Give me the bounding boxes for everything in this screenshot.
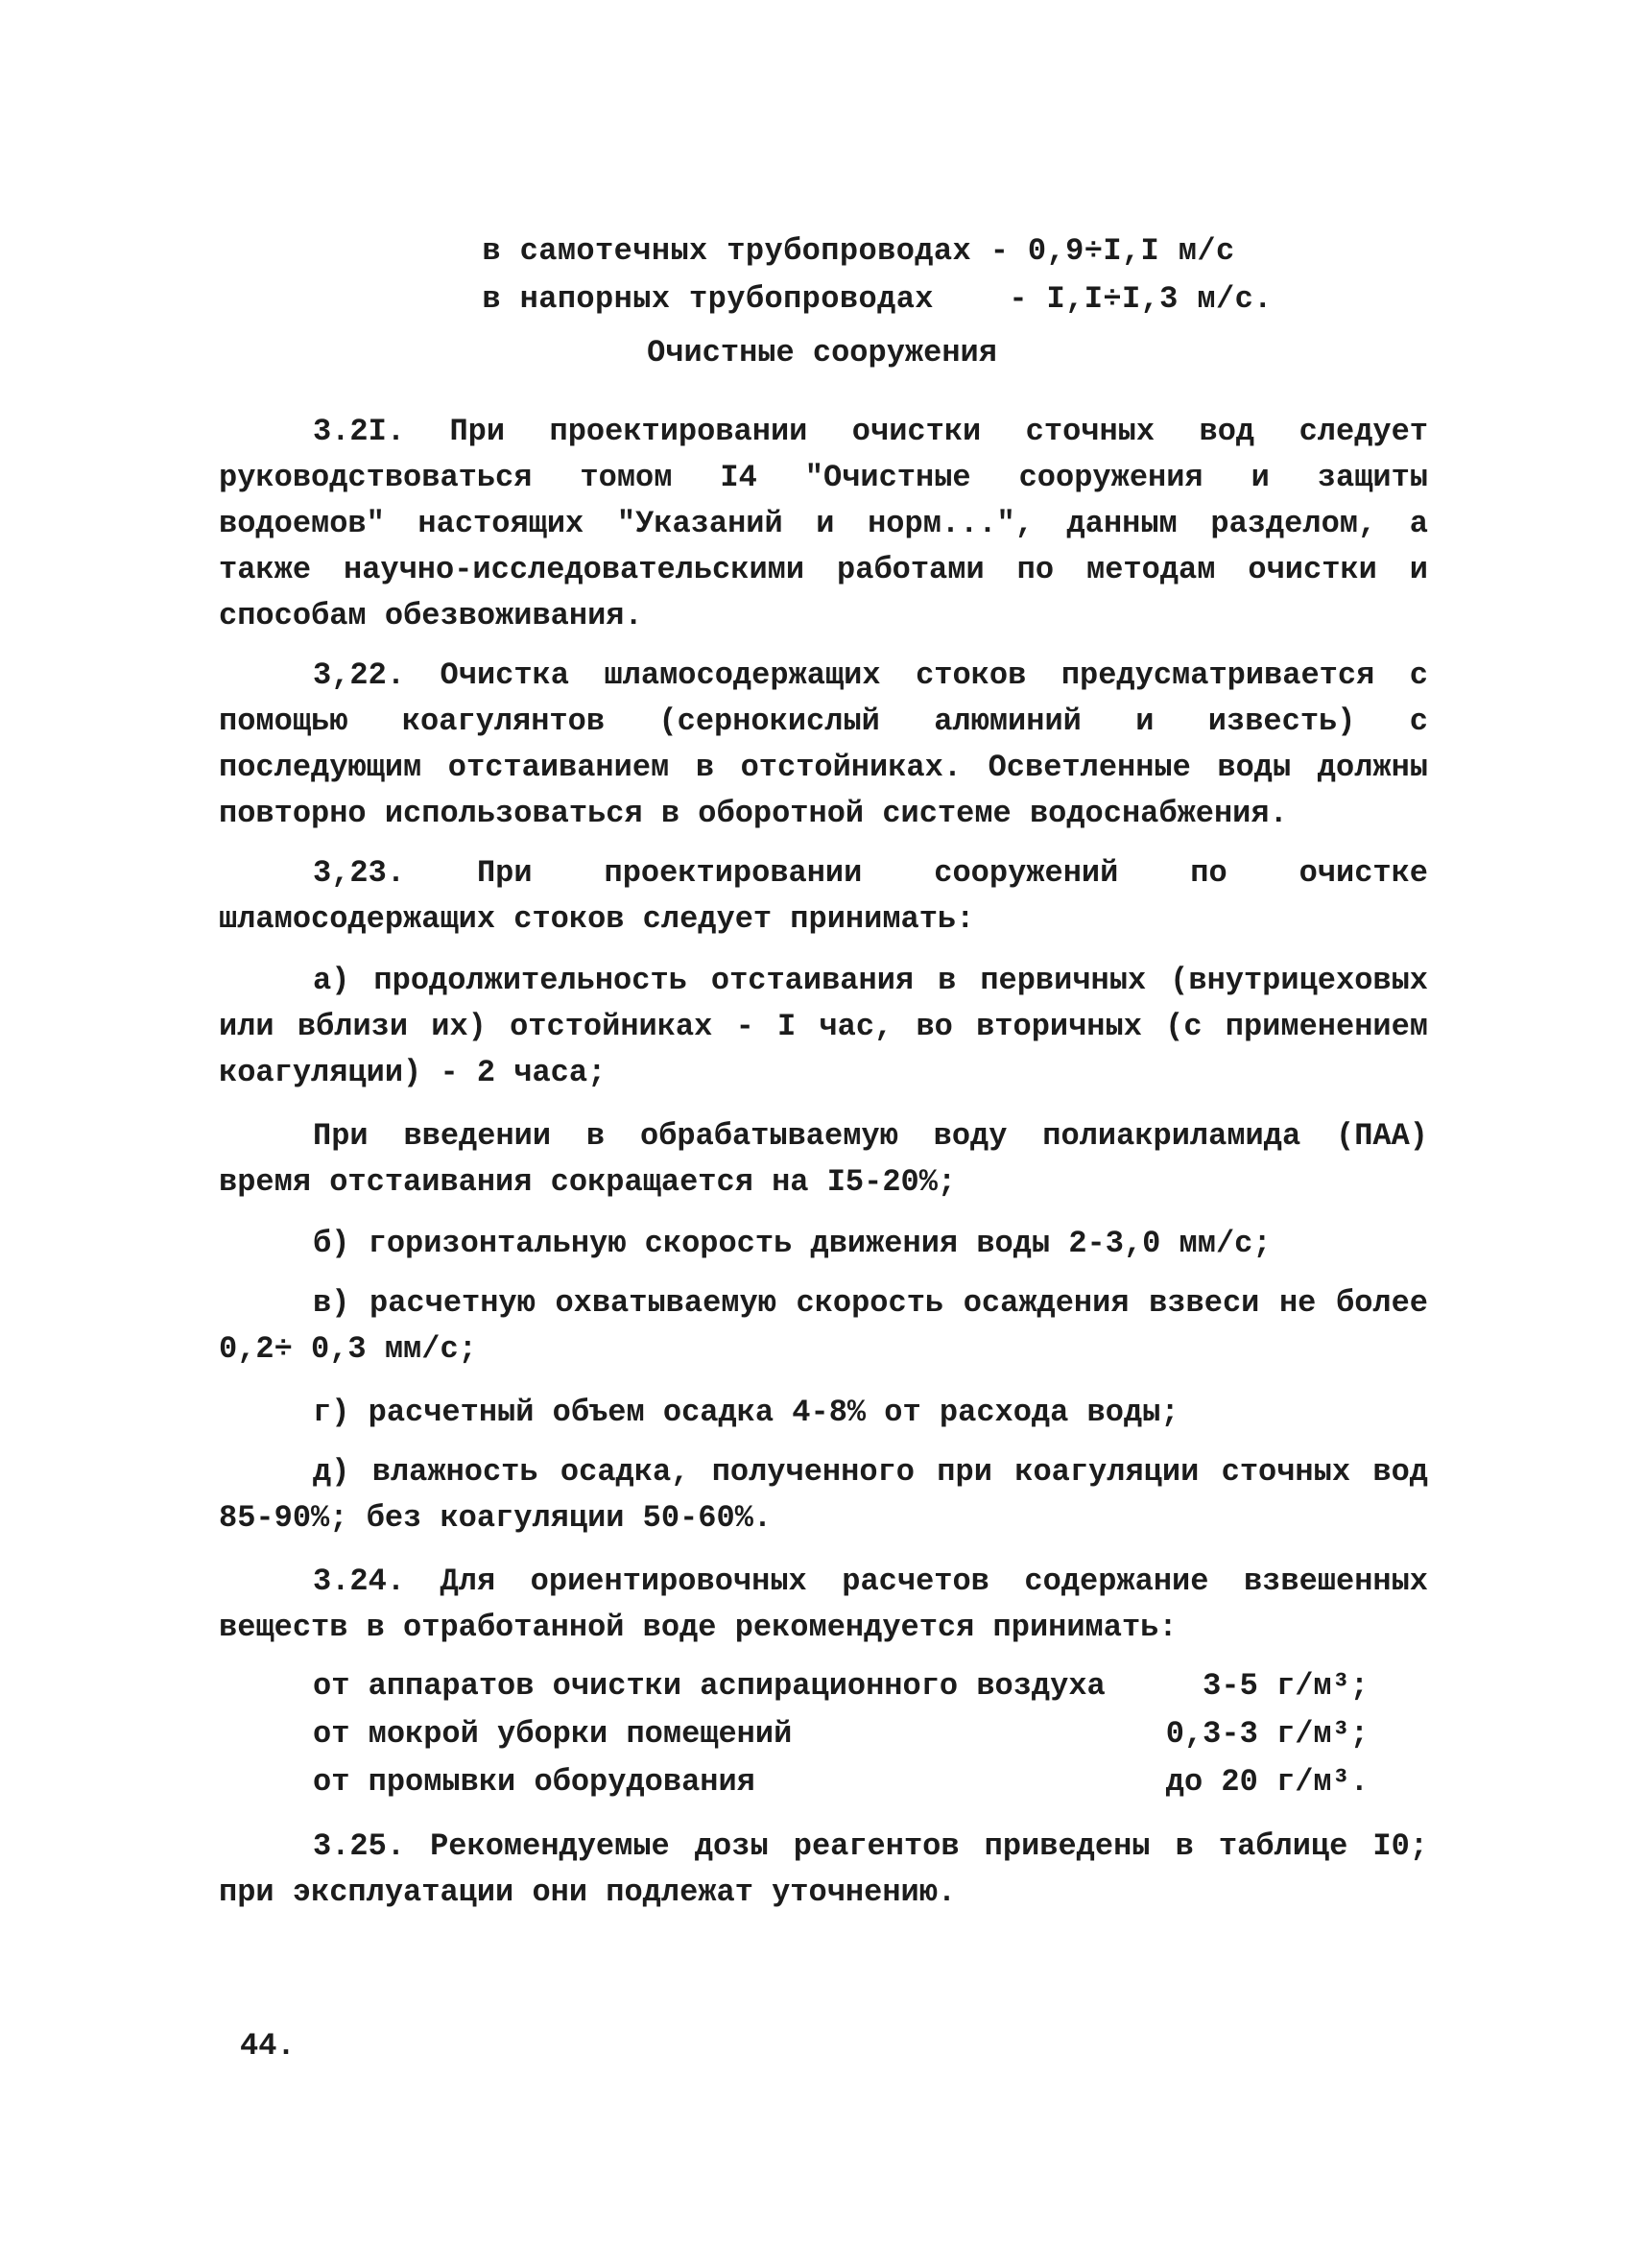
velocity-pressure-value: - I,I÷I,3 м/с. <box>1009 281 1273 317</box>
source-row-wet-cleaning <box>313 1716 1369 1758</box>
source-value: до 20 г/м³. <box>1165 1764 1369 1800</box>
page-number: 44. <box>240 2028 296 2064</box>
velocity-gravity-value: - 0,9÷I,I м/с <box>989 233 1235 269</box>
source-value: 0,3-3 г/м³; <box>1165 1716 1369 1752</box>
paragraph-3-22: 3,22. Очистка шламосодержащих стоков предусматривается с помощью коагулянтов (сернокислый алюминий и известь) с последующим отстаиванием в отстойниках. Осветленные воды должны повторно использоваться в оборотной системе водоснабжения. <box>219 657 1428 831</box>
item-d: д) влажность осадка, полученного при коагуляции сточных вод 85-90%; без коагуляции 50-60%. <box>219 1454 1428 1536</box>
source-row-aspiration <box>313 1668 1369 1710</box>
paragraph-3-21: 3.2I. При проектировании очистки сточных вод следует руководствоваться томом I4 "Очистные сооружения и защиты водоемов" настоящих "Указаний и норм...", данным разделом, а также научно-исследовательскими работами по методам очистки и способам обезвоживания. <box>219 414 1428 633</box>
source-label: от аппаратов очистки аспирационного воздуха <box>313 1668 1106 1704</box>
velocity-gravity-label: в самотечных трубопроводах <box>482 233 972 269</box>
section-heading: Очистные сооружения <box>647 335 997 370</box>
item-paa: При введении в обрабатываемую воду полиакриламида (ПАА) время отстаивания сокращается на I5-20%; <box>219 1118 1428 1200</box>
source-row-equipment-flush <box>313 1764 1369 1806</box>
item-g: г) расчетный объем осадка 4-8% от расхода воды; <box>313 1395 1179 1430</box>
paragraph-3-24: 3.24. Для ориентировочных расчетов содержание взвешенных веществ в отработанной воде рекомендуется принимать: <box>219 1564 1428 1645</box>
item-a: а) продолжительность отстаивания в первичных (внутрицеховых или вблизи их) отстойниках - I час, во вторичных (с применением коагуляции) - 2 часа; <box>219 963 1428 1090</box>
paragraph-3-23: 3,23. При проектировании сооружений по очистке шламосодержащих стоков следует принимать: <box>219 855 1428 937</box>
source-label: от мокрой уборки помещений <box>313 1716 793 1752</box>
source-value: 3-5 г/м³; <box>1203 1668 1369 1704</box>
velocity-pressure-label: в напорных трубопроводах <box>482 281 934 317</box>
item-v: в) расчетную охватываемую скорость осаждения взвеси не более 0,2÷ 0,3 мм/с; <box>219 1285 1428 1367</box>
paragraph-3-25: 3.25. Рекомендуемые дозы реагентов приведены в таблице I0; при эксплуатации они подлежат уточнению. <box>219 1828 1428 1910</box>
source-label: от промывки оборудования <box>313 1764 755 1800</box>
item-b: б) горизонтальную скорость движения воды 2-3,0 мм/с; <box>313 1226 1272 1261</box>
